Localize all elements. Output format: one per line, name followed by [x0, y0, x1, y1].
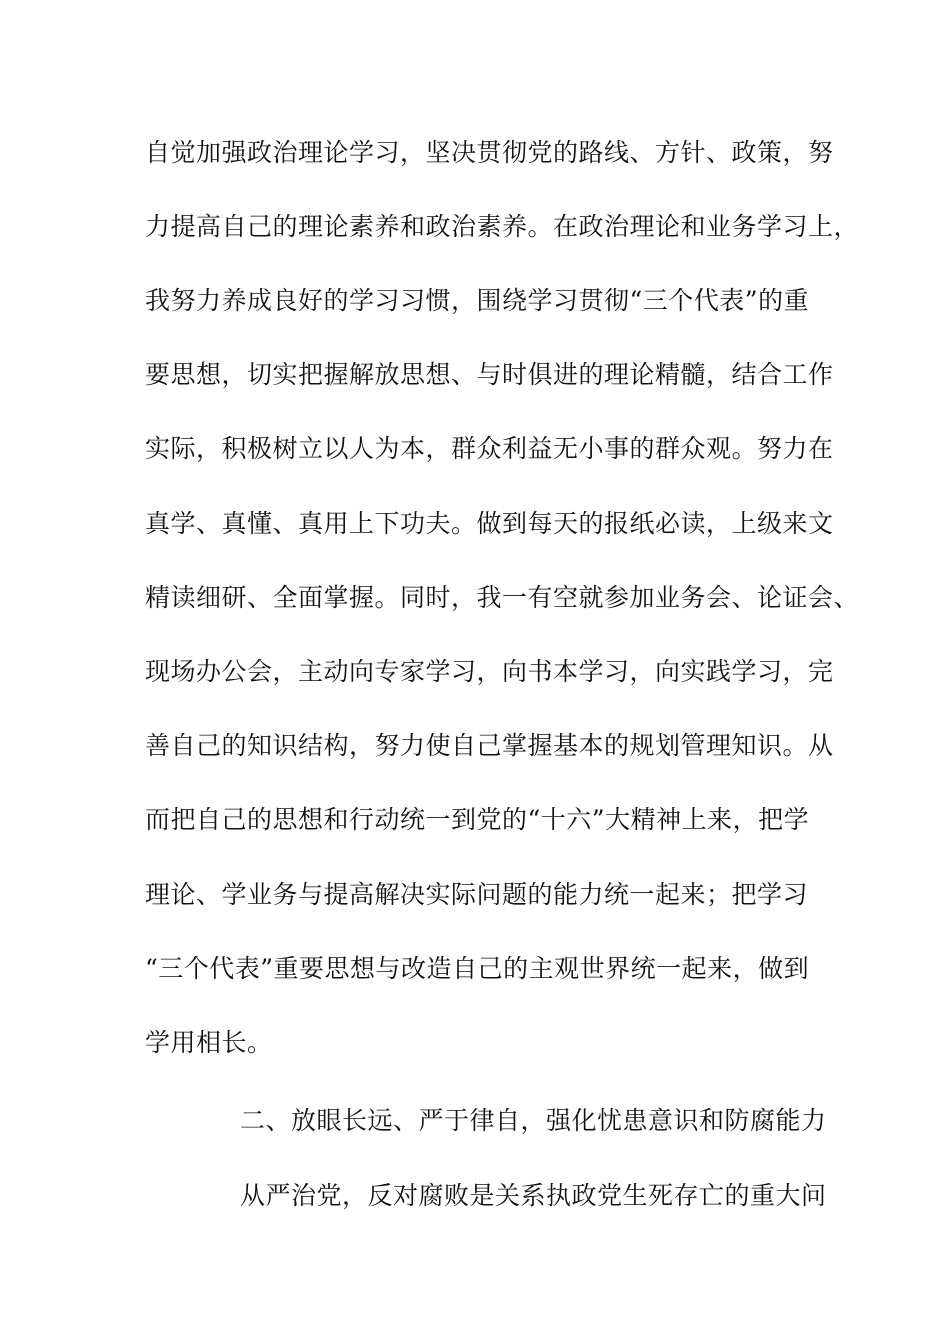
text-line: 真学、真懂、真用上下功夫。做到每天的报纸必读，上级来文 — [145, 509, 834, 538]
paragraph-start: 从严治党，反对腐败是关系执政党生死存亡的重大问 — [240, 1181, 827, 1210]
text-line: 要思想，切实把握解放思想、与时俱进的理论精髓，结合工作 — [145, 360, 834, 389]
text-line: 实际，积极树立以人为本，群众利益无小事的群众观。努力在 — [145, 434, 834, 463]
text-line: 力提高自己的理论素养和政治素养。在政治理论和业务学习上， — [145, 212, 860, 241]
text-line: 理论、学业务与提高解决实际问题的能力统一起来；把学习 — [145, 880, 809, 909]
text-line: 自觉加强政治理论学习，坚决贯彻党的路线、方针、政策，努 — [145, 138, 834, 167]
text-line: “三个代表”重要思想与改造自己的主观世界统一起来，做到 — [145, 954, 810, 983]
text-line: 精读细研、全面掌握。同时，我一有空就参加业务会、论证会、 — [145, 583, 860, 612]
text-line: 学用相长。 — [145, 1028, 273, 1057]
section-heading: 二、放眼长远、严于律自，强化忧患意识和防腐能力 — [240, 1106, 827, 1135]
text-line: 善自己的知识结构，努力使自己掌握基本的规划管理知识。从 — [145, 731, 834, 760]
text-line: 我努力养成良好的学习习惯，围绕学习贯彻“三个代表”的重 — [145, 286, 810, 315]
text-line: 现场办公会，主动向专家学习，向书本学习，向实践学习，完 — [145, 657, 834, 686]
text-line: 而把自己的思想和行动统一到党的“十六”大精神上来，把学 — [145, 805, 810, 834]
